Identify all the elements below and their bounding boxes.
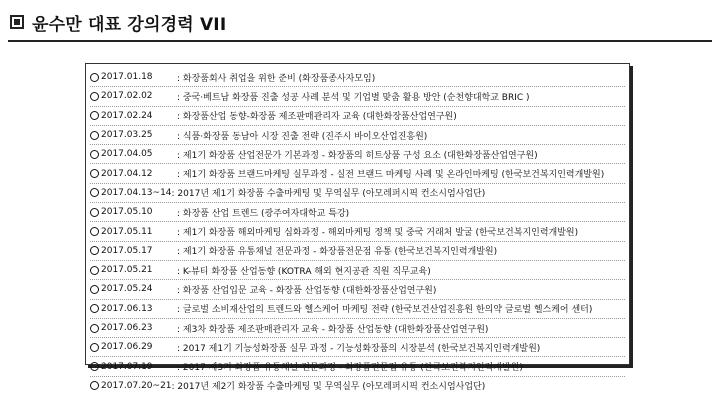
lecture-description: : K-뷰티 화장품 산업동향 (KOTRA 해외 현지공관 직원 직무교육) <box>177 266 431 277</box>
circle-bullet-icon <box>90 227 99 236</box>
lecture-description: : 제1기 화장품 브랜드마케팅 실무과정 - 실전 브랜드 마케팅 사례 및 온라인마케팅 (한국보건복지인력개발원) <box>177 170 605 181</box>
page-title: 윤수만 대표 강의경력 VII <box>32 14 227 35</box>
circle-bullet-icon <box>90 246 99 255</box>
circle-bullet-icon <box>90 73 99 82</box>
lecture-description: : 화장품회사 취업을 위한 준비 (화장품종사자모임) <box>177 73 376 84</box>
circle-bullet-icon <box>90 324 99 333</box>
lecture-date: 2017.03.25 <box>101 130 153 141</box>
list-item <box>90 68 625 87</box>
lecture-date: 2017.02.02 <box>101 91 153 102</box>
lecture-date: 2017.05.17 <box>101 245 153 256</box>
lecture-description: : 중국·베트남 화장품 진출 성공 사례 분석 및 기업별 맞춤 활용 방안 (순천향대학교 BRIC ) <box>177 92 530 103</box>
lecture-date: 2017.02.24 <box>101 110 153 121</box>
lecture-list-box <box>85 63 630 393</box>
lecture-date: 2017.05.11 <box>101 226 153 237</box>
list-item <box>90 222 625 241</box>
list-item <box>90 261 625 280</box>
circle-bullet-icon <box>90 304 99 313</box>
lecture-date: 2017.05.21 <box>101 265 153 276</box>
list-item <box>90 338 625 357</box>
slide-header <box>10 8 226 36</box>
lecture-date: 2017.04.12 <box>101 168 153 179</box>
circle-bullet-icon <box>90 131 99 140</box>
lecture-description: : 2017 제1기 기능성화장품 실무 과정 - 기능성화장품의 시장분석 (한국보건복지인력개발원) <box>177 343 541 354</box>
lecture-date: 2017.07.20~21 <box>101 380 172 391</box>
list-item <box>90 145 625 164</box>
lecture-description: : 식품·화장품 동남아 시장 진출 전략 (진주시 바이오산업진흥원) <box>177 131 428 142</box>
list-item <box>90 107 625 126</box>
circle-bullet-icon <box>90 343 99 352</box>
list-item <box>90 87 625 106</box>
list-item <box>90 242 625 261</box>
circle-bullet-icon <box>90 150 99 159</box>
list-item <box>90 164 625 183</box>
square-bullet-icon <box>10 15 24 29</box>
lecture-description: : 제1기 화장품 해외마케팅 심화과정 - 해외마케팅 정책 및 중국 거래처 발굴 (한국보건복지인력개발원) <box>177 228 579 239</box>
lecture-date: 2017.06.23 <box>101 323 153 333</box>
list-item <box>90 126 625 145</box>
lecture-date: 2017.04.05 <box>101 149 153 160</box>
lecture-list <box>90 68 625 395</box>
list-item <box>90 300 625 319</box>
lecture-description: : 2017년 제2기 화장품 수출마케팅 및 무역실무 (아모레퍼시픽 컨소시엄사업단) <box>171 382 486 393</box>
lecture-description: : 제3차 화장품 제조판매관리자 교육 - 화장품 산업동향 (대한화장품산업연구원) <box>177 324 489 335</box>
lecture-description: : 제1기 화장품 산업전문가 기본과정 - 화장품의 히트상품 구성 요소 (대한화장품산업연구원) <box>177 150 538 161</box>
list-item <box>90 280 625 299</box>
list-item <box>90 203 625 222</box>
title-divider <box>8 40 712 42</box>
list-item <box>90 319 625 338</box>
circle-bullet-icon <box>90 362 99 371</box>
lecture-description: : 2017년 제1기 화장품 수출마케팅 및 무역실무 (아모레퍼시픽 컨소시엄사업단) <box>171 189 486 200</box>
lecture-date: 2017.06.13 <box>101 303 153 314</box>
lecture-description: : 화장품 산업 트렌드 (광주여자대학교 특강) <box>177 208 350 219</box>
circle-bullet-icon <box>90 266 99 275</box>
lecture-description: : 2017 제3기 화장품 유통채널 전문과정 - 화장품전문점 유통 (한국보건복지인력개발원) <box>177 363 523 374</box>
lecture-description: : 화장품 산업입문 교육 - 화장품 산업동향 (대한화장품산업연구원) <box>177 285 437 296</box>
lecture-date: 2017.05.10 <box>101 207 153 218</box>
lecture-date: 2017.07.19 <box>101 361 153 372</box>
lecture-date: 2017.05.24 <box>101 284 153 295</box>
circle-bullet-icon <box>90 169 99 178</box>
circle-bullet-icon <box>90 111 99 120</box>
lecture-description: : 글로벌 소비재산업의 트렌드와 헬스케어 마케팅 전략 (한국보건산업진흥원 한의약 글로벌 헬스케어 센터) <box>177 305 593 316</box>
circle-bullet-icon <box>90 285 99 294</box>
list-item <box>90 377 625 395</box>
list-item <box>90 184 625 203</box>
circle-bullet-icon <box>90 208 99 217</box>
lecture-description: : 화장품산업 동향-화장품 제조판매관리자 교육 (대한화장품산업연구원) <box>177 112 457 123</box>
circle-bullet-icon <box>90 92 99 101</box>
circle-bullet-icon <box>90 381 99 390</box>
lecture-date: 2017.04.13~14 <box>101 187 172 198</box>
lecture-description: : 제1기 화장품 유통채널 전문과정 - 화장품전문점 유통 (한국보건복지인력개발원) <box>177 247 498 258</box>
circle-bullet-icon <box>90 188 99 197</box>
lecture-date: 2017.01.18 <box>101 72 153 83</box>
list-item <box>90 357 625 376</box>
lecture-date: 2017.06.29 <box>101 342 153 353</box>
